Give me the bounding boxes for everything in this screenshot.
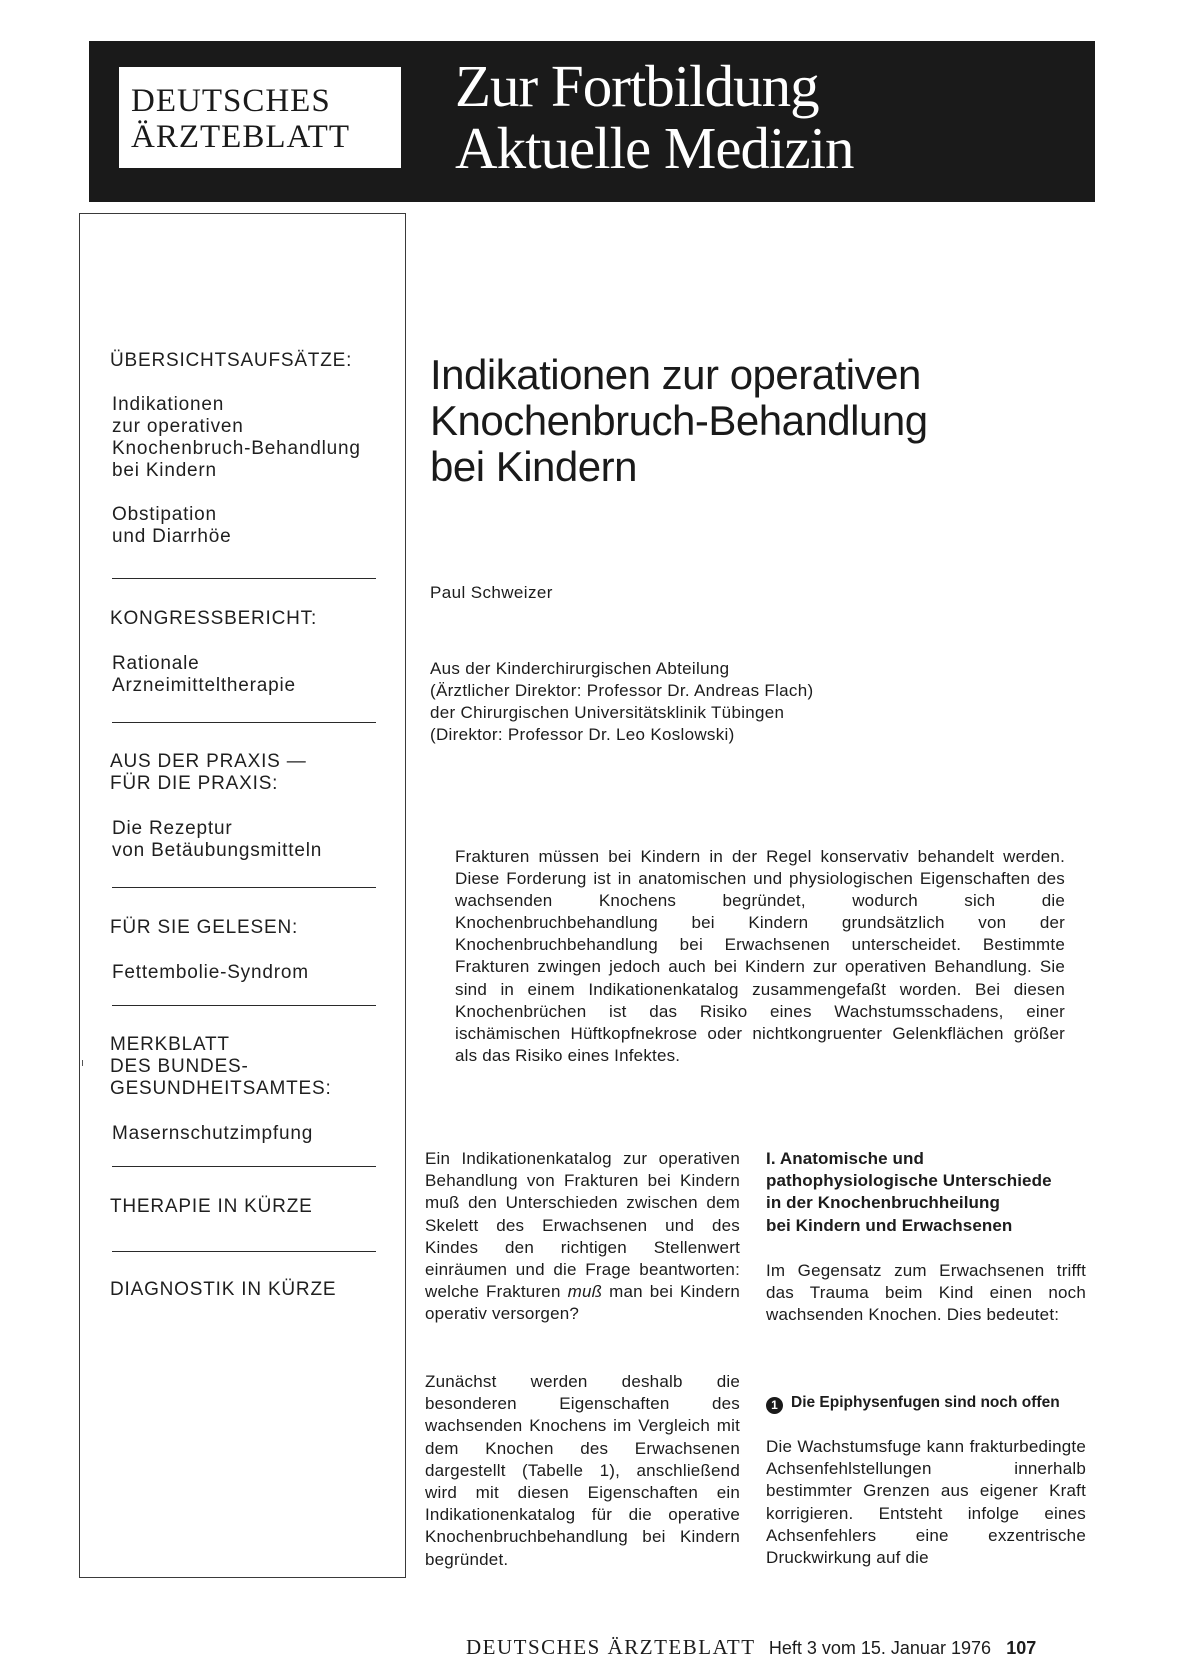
footer-issue: Heft 3 vom 15. Januar 1976 xyxy=(768,1638,991,1658)
section-title xyxy=(455,55,854,179)
section-heading-line: I. Anatomische und xyxy=(766,1149,924,1168)
article-title-line-1: Indikationen zur operativen xyxy=(430,351,921,398)
sidebar-divider xyxy=(112,1005,376,1006)
subsection-heading-text: Die Epiphysenfugen sind noch offen xyxy=(791,1394,1060,1411)
contents-sidebar xyxy=(79,213,406,1578)
sidebar-divider xyxy=(112,887,376,888)
sidebar-divider xyxy=(112,1251,376,1252)
affiliation-line: Aus der Kinderchirurgischen Abteilung xyxy=(430,659,730,678)
affiliation-line: (Direktor: Professor Dr. Leo Koslowski) xyxy=(430,725,735,744)
affiliation-line: der Chirurgischen Universitätsklinik Tübingen xyxy=(430,703,785,722)
text-run: Ein Indikationenkatalog zur operativen Behandlung von Frakturen bei Kindern muß den Unterschieden zwischen dem Skelett des Erwachsenen und des Kindes den richtigen Stellenwert einräumen und die Frage beantworten: welche Frakturen xyxy=(425,1149,740,1302)
body-paragraph-1 xyxy=(425,1148,740,1326)
subsection-heading xyxy=(766,1393,1060,1414)
section-heading-line: bei Kindern und Erwachsenen xyxy=(766,1215,1013,1235)
logo-line-2: ÄRZTEBLATT xyxy=(131,119,350,155)
article-abstract: Frakturen müssen bei Kindern in der Regel konservativ behandelt werden. Diese Forderung ist in anatomischen und physiologischen Eigenschaften des wachsenden Knochens begründet, wodurch sich die Knochenbruchbehandlung bei Kindern grundsätzlich von der Knochenbruchbehandlung bei Erwachsenen unterscheidet. Bestimmte Frakturen zwingen jedoch auch bei Kindern zur operativen Behandlung. Sie sind in einem Indikationenkatalog zusammengefaßt worden. Bei diesen Knochenbrüchen ist das Risiko eines Wachstumsschadens, einer ischämischen Hüftkopfnekrose oder nichtkongruenter Gelenkflächen größer als das Risiko eines Infektes. xyxy=(455,847,1065,1065)
sidebar-heading: AUS DER PRAXIS — FÜR DIE PRAXIS: xyxy=(110,751,307,794)
body-paragraph-3: Im Gegensatz zum Erwachsenen trifft das Trauma beim Kind einen noch wachsenden Knochen. Dies bedeutet: xyxy=(766,1261,1086,1325)
emphasized-word: muß xyxy=(567,1282,603,1302)
article-title xyxy=(430,352,928,490)
page-number: 107 xyxy=(1006,1638,1037,1658)
journal-logo xyxy=(119,67,401,168)
article-author: Paul Schweizer xyxy=(430,583,553,602)
sidebar-item: Rationale Arzneimitteltherapie xyxy=(112,653,296,696)
sidebar-divider xyxy=(112,578,376,579)
logo-line-1: DEUTSCHES xyxy=(131,83,331,119)
page-footer xyxy=(466,1635,1036,1661)
sidebar-heading: KONGRESSBERICHT: xyxy=(110,608,318,629)
text-run: man bei Kindern operativ versorgen? xyxy=(425,1282,740,1324)
section-heading-line: pathophysiologische Unterschiede xyxy=(766,1171,1052,1191)
sidebar-item: Die Rezeptur von Betäubungsmitteln xyxy=(112,818,323,861)
sidebar-item: Fettembolie-Syndrom xyxy=(112,962,309,983)
section-title-line-2: Aktuelle Medizin xyxy=(455,115,854,181)
body-paragraph-4: Die Wachstumsfuge kann frakturbedingte Achsenfehlstellungen innerhalb bestimmter Grenzen aus eigener Kraft korrigieren. Entsteht infolge eines Achsenfehlers eine exzentrische Druckwirkung auf die xyxy=(766,1437,1086,1568)
sidebar-heading: MERKBLATT DES BUNDES- GESUNDHEITSAMTES: xyxy=(110,1034,332,1099)
sidebar-heading: THERAPIE IN KÜRZE xyxy=(110,1196,313,1217)
number-circle-icon: 1 xyxy=(766,1397,783,1414)
section-title-line-1: Zur Fortbildung xyxy=(455,53,819,119)
sidebar-heading: FÜR SIE GELESEN: xyxy=(110,917,299,938)
affiliation-line: (Ärztlicher Direktor: Professor Dr. Andreas Flach) xyxy=(430,681,814,700)
header-band xyxy=(89,41,1095,202)
sidebar-item: Masernschutzimpfung xyxy=(112,1123,314,1144)
scan-artifact xyxy=(82,1060,83,1066)
section-heading xyxy=(766,1148,1052,1237)
author-affiliation xyxy=(430,658,813,746)
sidebar-divider xyxy=(112,1166,376,1167)
section-heading-line: in der Knochenbruchheilung xyxy=(766,1193,1000,1213)
body-paragraph-2: Zunächst werden deshalb die besonderen Eigenschaften des wachsenden Knochens im Vergleich mit dem Knochen des Erwachsenen dargestellt (Tabelle 1), anschließend wird mit diesen Eigenschaften ein Indikationenkatalog für die operative Knochenbruchbehandlung bei Kindern begründet. xyxy=(425,1372,740,1569)
article-title-line-3: bei Kindern xyxy=(430,443,637,490)
article-title-line-2: Knochenbruch-Behandlung xyxy=(430,397,928,444)
sidebar-item: Obstipation und Diarrhöe xyxy=(112,504,232,547)
sidebar-heading: ÜBERSICHTSAUFSÄTZE: xyxy=(110,350,353,371)
sidebar-divider xyxy=(112,722,376,723)
sidebar-heading: DIAGNOSTIK IN KÜRZE xyxy=(110,1279,337,1300)
sidebar-item: Indikationen zur operativen Knochenbruch-Behandlung bei Kindern xyxy=(112,394,361,481)
footer-publication: DEUTSCHES ÄRZTEBLATT xyxy=(466,1635,756,1659)
